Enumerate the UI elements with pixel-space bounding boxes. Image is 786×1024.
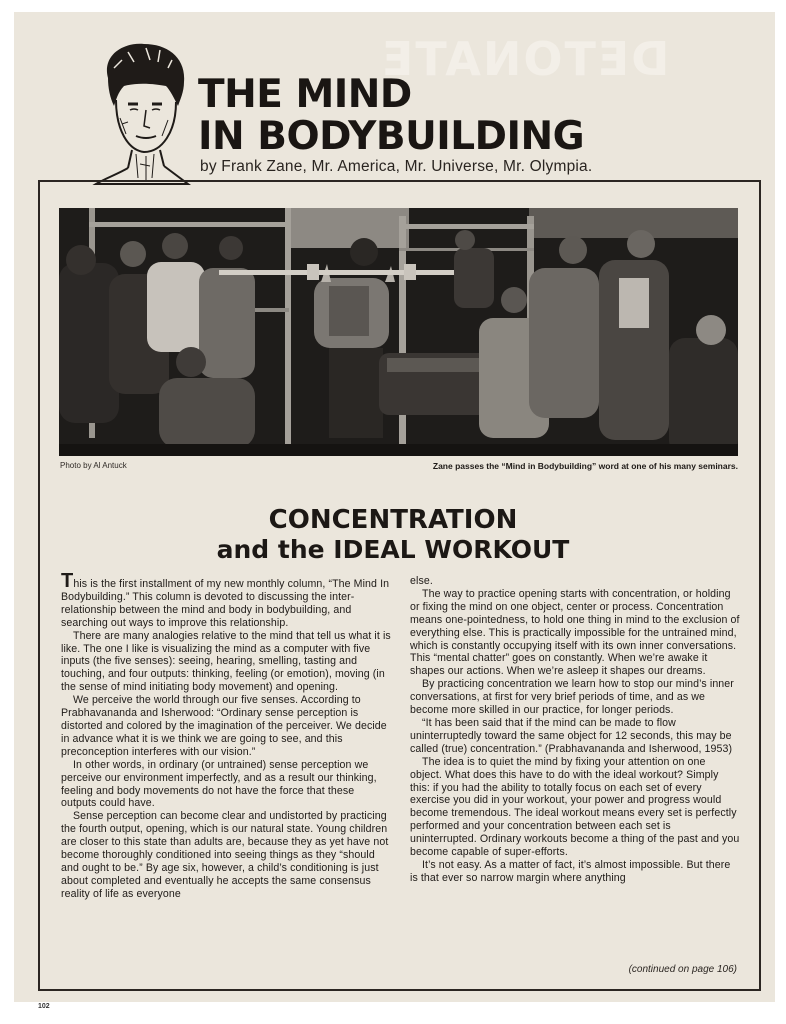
photo-caption: Zane passes the “Mind in Bodybuilding” word at one of his many seminars. — [432, 461, 738, 471]
byline: by Frank Zane, Mr. America, Mr. Universe, Mr. Olympia. — [200, 158, 593, 175]
article-right-column — [410, 575, 740, 885]
author-portrait-sketch — [88, 38, 196, 188]
drop-cap: T — [61, 570, 74, 592]
paragraph: Sense perception can become clear and undistorted by practicing the fourth output, opening, which is our natural state. Young children are closer to this state than adults are, because they as yet have not become thoroughly conditioned into seeing things as they “should and ought to be.” By age six, however, a child’s conditioning is just about completed and eventually he accepts the same consensus reality of life as everyone — [61, 810, 389, 900]
paragraph: The idea is to quiet the mind by fixing your attention on one object. What does this have to do with the ideal workout? Simply this: if you had the ability to totally focus on each set of every exercise you did in your workout, your power and progress would become tremendous. The ideal workout means every set is perfectly performed and your concentration between each set is uninterrupted. Ordinary workouts become a thing of the past and you become capable of super-efforts. — [410, 755, 740, 859]
paragraph: We perceive the world through our five senses. According to Prabhavananda and Isherwood: “Ordinary sense perception is distorted and colored by the imagination of the perceiver. We decide in advance what it is we think we are going to see, and this preconception interferes with our vision.” — [61, 694, 387, 758]
continued-note: (continued on page 106) — [628, 964, 737, 975]
paragraph: It’s not easy. As a matter of fact, it’s almost impossible. But there is that ever so narrow margin where anything — [410, 858, 731, 884]
paragraph: There are many analogies relative to the mind that tell us what it is like. The one I like is visualizing the mind as a computer with five inputs (the five senses): seeing, hearing, smelling, tasting and touching, and four outputs: thinking, feeling (or emotion), moving (in the sense of mind initiating body movement) and opening. — [61, 629, 391, 694]
photo-credit: Photo by Al Antuck — [60, 461, 127, 470]
seminar-photo — [59, 208, 738, 456]
article-headline-line2: and the IDEAL WORKOUT — [216, 535, 570, 564]
paragraph — [61, 570, 391, 630]
paragraph: By practicing concentration we learn how to stop our mind’s inner conversations, at first for very brief periods of time, and as we become more skilled in our practice, for longer periods. — [410, 678, 734, 717]
article-headline-line1: CONCENTRATION — [268, 505, 518, 535]
paragraph-text: his is the first installment of my new monthly column, “The Mind In Bodybuilding.” This column is devoted to discussing the inter-relationship between the mind and body in bodybuilding, and searching out ways to improve this relationship. — [61, 578, 390, 629]
paragraph: “It has been said that if the mind can be made to flow uninterruptedly toward the same object for 12 seconds, this may be called (true) concentration.” (Prabhavananda and Isherwood, 1953) — [410, 716, 733, 755]
column-title-line2: IN BODYBUILDING — [198, 114, 585, 159]
paragraph: In other words, in ordinary (or untrained) sense perception we perceive our environment imperfectly, and as a result our thinking, feeling and body movements do not have the force that these outputs could have. — [61, 758, 377, 810]
paragraph: else. — [410, 575, 433, 587]
page-number: 102 — [38, 1003, 50, 1010]
paragraph: The way to practice opening starts with concentration, or holding or fixing the mind on one object, center or process. Concentration means one-pointedness, to hold one thing in mind to the exclusion of everything else. This is practically impossible for the untrained mind, which is constantly occupying itself with its own inner conversations. This “mental chatter” goes on constantly. When we’re awake it shapes our actions. When we’re asleep it shapes our dreams. — [410, 587, 740, 678]
column-title-line1: THE MIND — [198, 72, 412, 117]
column-title — [198, 74, 584, 158]
article-left-column — [61, 570, 391, 901]
background-ghost-text: DETONATE — [380, 32, 670, 86]
